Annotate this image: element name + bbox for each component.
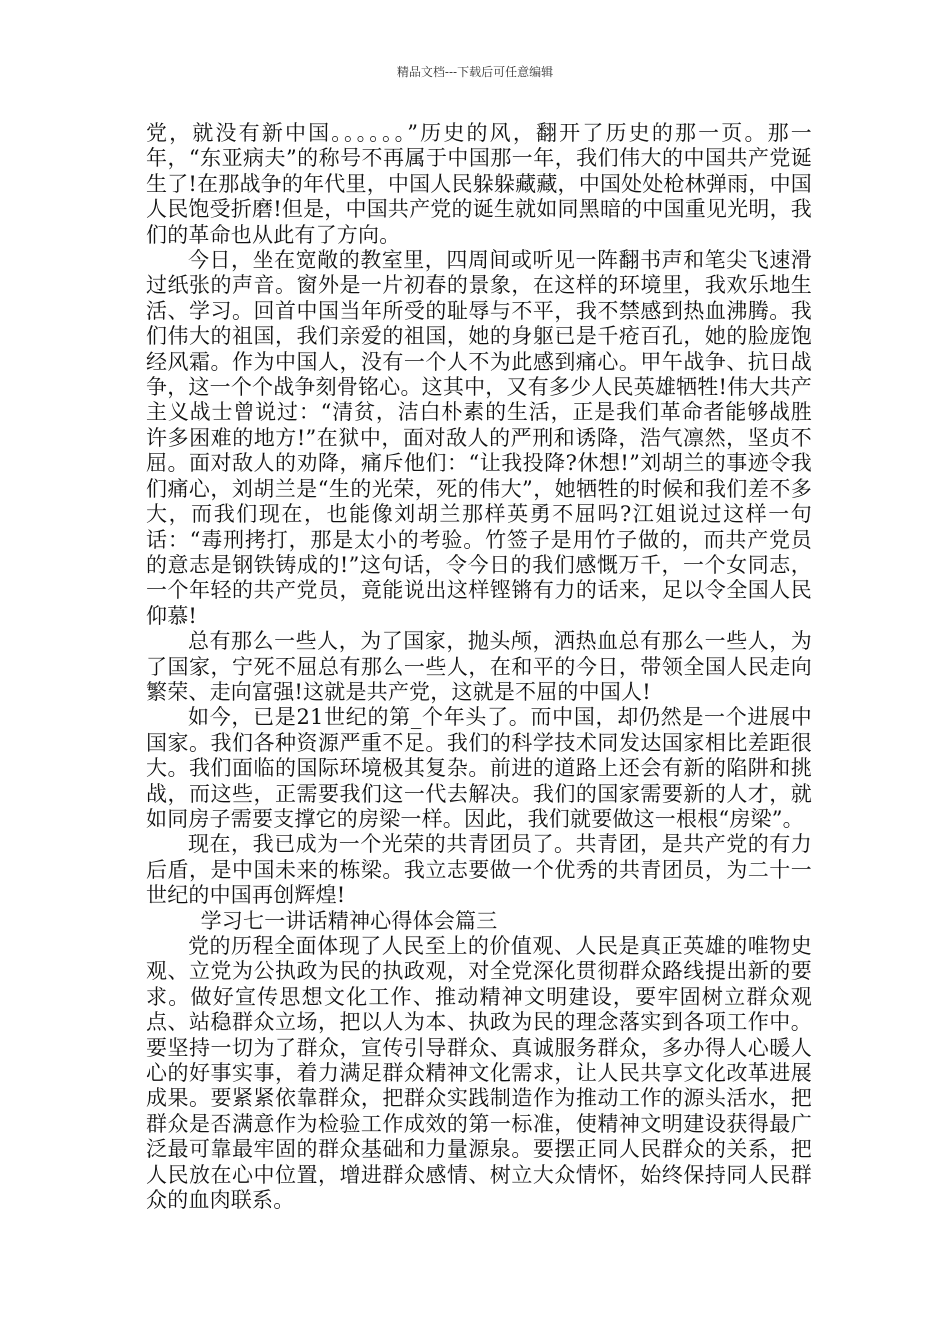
page-header: 精品文档---下载后可任意编辑 [396, 65, 554, 79]
paragraph: 党的历程全面体现了人民至上的价值观、人民是真正英雄的唯物史观、立党为公执政为民的执政观，对全党深化贯彻群众路线提出新的要求。做好宣传思想文化工作、推动精神文明建设，要牢固树立群众观点、站稳群众立场，把以人为本、执政为民的理念落实到各项工作中。要坚持一切为了群众，宣传引导群众、真诚服务群众，多办得人心暖人心的好事实事，着力满足群众精神文化需求，让人民共享文化改革进展成果。要紧紧依靠群众，把群众实践制造作为推动工作的源头活水，把群众是否满意作为检验工作成效的第一标准，使精神文明建设获得最广泛最可靠最牢固的群众基础和力量源泉。要摆正同人民群众的关系，把人民放在心中位置，增进群众感情、树立大众情怀，始终保持同人民群众的血肉联系。 [146, 934, 812, 1213]
paragraph: 现在，我已成为一个光荣的共青团员了。共青团，是共产党的有力后盾，是中国未来的栋梁。我立志要做一个优秀的共青团员，为二十一世纪的中国再创辉煌! [146, 832, 812, 908]
paragraph: 如今，已是21世纪的第_个年头了。而中国，却仍然是一个进展中国家。我们各种资源严重不足。我们的科学技术同发达国家相比差距很大。我们面临的国际环境极其复杂。前进的道路上还会有新的陷阱和挑战，而这些，正需要我们这一代去解决。我们的国家需要新的人才，就如同房子需要支撑它的房梁一样。因此，我们就要做这一根根“房梁”。 [146, 705, 812, 831]
paragraph: 今日，坐在宽敞的教室里，四周间或听见一阵翻书声和笔尖飞速滑过纸张的声音。窗外是一片初春的景象，在这样的环境里，我欢乐地生活、学习。回首中国当年所受的耻辱与不平，我不禁感到热血沸腾。我们伟大的祖国，我们亲爱的祖国，她的身躯已是千疮百孔，她的脸庞饱经风霜。作为中国人，没有一个人不为此感到痛心。甲午战争、抗日战争，这一个个战争刻骨铭心。这其中，又有多少人民英雄牺牲!伟大共产主义战士曾说过：“清贫，洁白朴素的生活，正是我们革命者能够战胜许多困难的地方!”在狱中，面对敌人的严刑和诱降，浩气凛然，坚贞不屈。面对敌人的劝降，痛斥他们：“让我投降?休想!”刘胡兰的事迹令我们痛心，刘胡兰是“生的光荣，死的伟大”，她牺牲的时候和我们差不多大，而我们现在，也能像刘胡兰那样英勇不屈吗?江姐说过这样一句话：“毒刑拷打，那是太小的考验。竹签子是用竹子做的，而共产党员的意志是钢铁铸成的!”这句话，令今日的我们感慨万千，一个女同志，一个年轻的共产党员，竟能说出这样铿锵有力的话来，足以令全国人民仰慕! [146, 248, 812, 628]
document-body [146, 121, 812, 1213]
paragraph: 总有那么一些人，为了国家，抛头颅，洒热血总有那么一些人，为了国家，宁死不屈总有那么一些人，在和平的今日，带领全国人民走向繁荣、走向富强!这就是共产党，这就是不屈的中国人! [146, 629, 812, 704]
paragraph-continuation: 党，就没有新中国。。。。。。”历史的风，翻开了历史的那一页。那一年，“东亚病夫”的称号不再属于中国那一年，我们伟大的中国共产党诞生了!在那战争的年代里，中国人民躲躲藏藏，中国处处枪林弹雨，中国人民饱受折磨!但是，中国共产党的诞生就如同黑暗的中国重见光明，我们的革命也从此有了方向。 [146, 121, 812, 247]
section-heading: 学习七一讲话精神心得体会篇三 [200, 908, 498, 933]
